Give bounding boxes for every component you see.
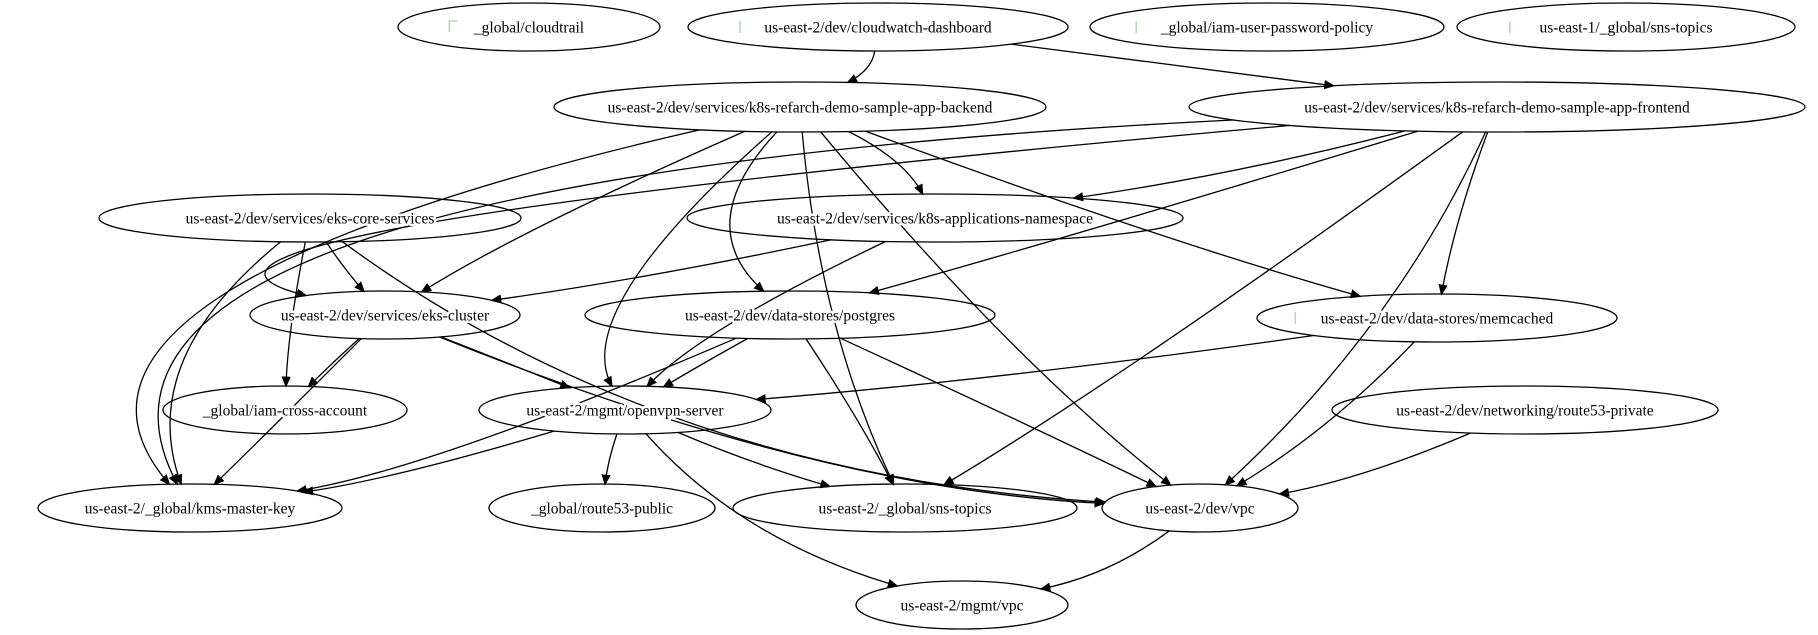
edge-route53-private-to-dev-vpc (1280, 433, 1471, 494)
graph-node-sns-topics-us-east-1 (1457, 3, 1795, 51)
node-label-postgres: us-east-2/dev/data-stores/postgres (684, 307, 896, 325)
edge-eks-core-services-to-eks-cluster (326, 242, 364, 291)
edge-openvpn-server-to-route53-public (605, 434, 617, 484)
edge-openvpn-server-to-kms-master-key (304, 431, 555, 492)
node-label-eks-core-services: us-east-2/dev/services/eks-core-services (185, 210, 435, 228)
nodes-layer (38, 3, 1805, 629)
graph-node-postgres (585, 291, 995, 339)
edge-cloudwatch-dashboard-to-k8s-backend (848, 51, 875, 83)
graph-node-route53-public (489, 484, 715, 532)
node-label-sns-topics-us-east-1: us-east-1/_global/sns-topics (1539, 19, 1713, 37)
node-label-sns-topics-us-east-2: us-east-2/_global/sns-topics (818, 500, 992, 518)
node-label-k8s-frontend: us-east-2/dev/services/k8s-refarch-demo-sample-app-frontend (1304, 99, 1690, 117)
edge-postgres-to-openvpn-server (664, 339, 748, 387)
graph-node-iam-cross-account (163, 386, 407, 434)
node-label-iam-user-password-policy: _global/iam-user-password-policy (1160, 19, 1374, 37)
edge-memcached-to-openvpn-server (756, 336, 1313, 400)
edge-k8s-backend-to-postgres (730, 132, 777, 291)
graph-node-memcached (1257, 294, 1617, 342)
edge-postgres-to-sns-topics-us-east-2 (806, 339, 893, 484)
node-label-eks-cluster: us-east-2/dev/services/eks-cluster (280, 307, 490, 325)
edge-k8s-backend-to-k8s-applications-namespace (849, 132, 923, 195)
edge-dev-vpc-to-mgmt-vpc (1041, 531, 1169, 589)
graph-node-dev-vpc (1102, 484, 1298, 532)
node-label-kms-master-key: us-east-2/_global/kms-master-key (84, 500, 296, 518)
edge-eks-cluster-to-openvpn-server (441, 337, 570, 388)
node-label-iam-cross-account: _global/iam-cross-account (202, 402, 368, 420)
edge-memcached-to-dev-vpc (1237, 342, 1414, 486)
graph-node-eks-cluster (250, 291, 520, 339)
edge-k8s-frontend-to-kms-master-key (158, 120, 1234, 484)
node-label-k8s-applications-namespace: us-east-2/dev/services/k8s-applications-namespace (777, 210, 1093, 228)
node-label-k8s-backend: us-east-2/dev/services/k8s-refarch-demo-sample-app-backend (607, 99, 993, 117)
node-label-route53-private: us-east-2/dev/networking/route53-private (1396, 402, 1654, 420)
graph-node-k8s-frontend (1189, 82, 1805, 132)
edge-k8s-frontend-to-sns-topics-us-east-2 (944, 132, 1462, 485)
node-label-memcached: us-east-2/dev/data-stores/memcached (1320, 310, 1554, 328)
graph-node-mgmt-vpc (856, 581, 1068, 629)
graph-node-iam-user-password-policy (1090, 3, 1444, 51)
node-label-route53-public: _global/route53-public (530, 500, 674, 518)
edge-eks-cluster-to-dev-vpc (440, 337, 1104, 503)
edge-postgres-to-dev-vpc (841, 338, 1156, 486)
edge-k8s-frontend-to-memcached (1441, 132, 1487, 294)
graph-node-openvpn-server (479, 386, 771, 434)
graph-node-cloudwatch-dashboard (688, 3, 1068, 51)
graph-node-sns-topics-us-east-2 (733, 484, 1077, 532)
edge-eks-cluster-to-iam-cross-account (309, 339, 360, 387)
edge-eks-core-services-to-kms-master-key (170, 242, 281, 484)
edge-eks-core-services-to-dev-vpc (342, 242, 1105, 503)
green-tick-icon (449, 21, 457, 32)
node-label-openvpn-server: us-east-2/mgmt/openvpn-server (526, 402, 724, 420)
node-label-global-cloudtrail: _global/cloudtrail (473, 19, 585, 37)
node-label-cloudwatch-dashboard: us-east-2/dev/cloudwatch-dashboard (764, 19, 992, 37)
node-label-mgmt-vpc: us-east-2/mgmt/vpc (900, 597, 1024, 615)
graph-node-kms-master-key (38, 484, 342, 532)
graph-node-route53-private (1332, 386, 1718, 434)
node-label-dev-vpc: us-east-2/dev/vpc (1145, 500, 1255, 518)
edge-openvpn-server-to-sns-topics-us-east-2 (678, 432, 830, 486)
graph-node-k8s-backend (554, 82, 1046, 132)
graph-node-global-cloudtrail (398, 3, 660, 51)
